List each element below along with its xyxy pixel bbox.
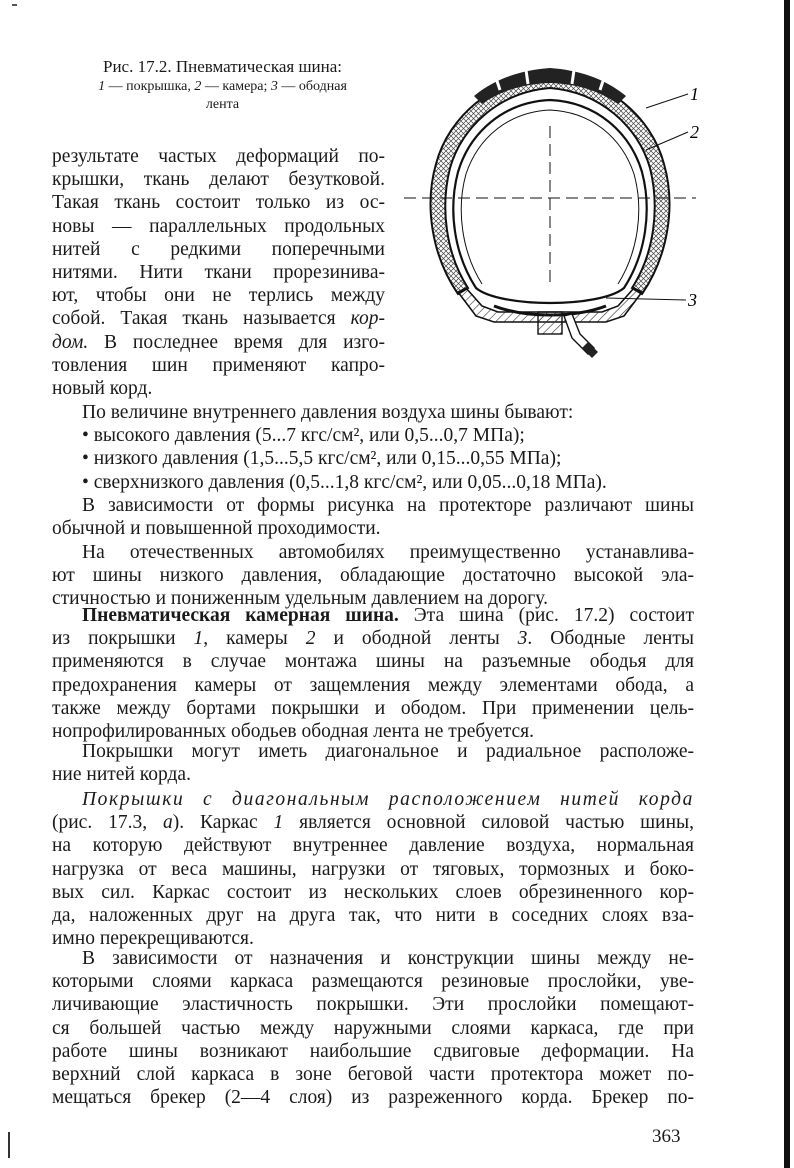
text-line: товления шин применяют капро- bbox=[52, 354, 385, 376]
list-item-high: • высокого давления (5...7 кгс/см², или 0,5...0,7 МПа); bbox=[82, 425, 525, 447]
list-item-low: • низкого давления (1,5...5,5 кгс/см², или 0,15...0,55 МПа); bbox=[82, 448, 562, 470]
text-line: Покрышки могут иметь диагональное и радиальное расположе- bbox=[82, 741, 694, 762]
valve-base bbox=[538, 312, 562, 334]
text-line: да, наложенных друг на друга так, что нити в соседних слоях вза- bbox=[52, 905, 694, 927]
legend-number: 3 bbox=[270, 79, 278, 94]
text-line: ся большей частью между наружными слоями каркаса, где при bbox=[52, 1017, 694, 1039]
text-line: результате частых деформаций по- bbox=[52, 146, 385, 167]
legend-text: — ободная bbox=[277, 79, 347, 94]
tire-cross-section-figure bbox=[396, 56, 720, 368]
paragraph-domestic bbox=[52, 541, 694, 611]
text-line: на которую действуют внутреннее давление воздуха, нормальная bbox=[52, 835, 694, 857]
text-line: дом. В последнее время для изго- bbox=[52, 331, 385, 353]
text-line: нопрофилированных ободьев ободная лента не требуется. bbox=[52, 721, 535, 743]
text-line: верхний слой каркаса в зоне беговой части протектора может по- bbox=[52, 1064, 694, 1086]
legend-number: 2 bbox=[194, 79, 202, 94]
caption-legend-line2: лента bbox=[205, 97, 240, 112]
text-line: из покрышки 1, камеры 2 и ободной ленты 3. Ободные ленты bbox=[52, 628, 694, 650]
caption-title: Рис. 17.2. Пневматическая шина: bbox=[102, 57, 342, 76]
text-line: новый корд. bbox=[52, 378, 153, 400]
text-line bbox=[52, 788, 694, 811]
paragraph-tube-tire bbox=[52, 604, 694, 743]
text-line: мещаться брекер (2—4 слоя) из разреженного корда. Брекер по- bbox=[52, 1087, 694, 1109]
text-line: ют, чтобы они не терлись между bbox=[52, 285, 385, 307]
pressure-list bbox=[52, 401, 694, 494]
figure-caption bbox=[60, 56, 385, 114]
caption-legend bbox=[60, 78, 385, 96]
text-line: стичностью и пониженным удельным давлением на дорогу. bbox=[52, 588, 548, 610]
term-kord: дом. bbox=[52, 331, 89, 353]
text-line: применяются в случае монтажа шины на разъемные ободья для bbox=[52, 651, 694, 673]
text-line: В зависимости от назначения и конструкции шины между не- bbox=[82, 948, 694, 969]
text-line: На отечественных автомобилях преимущественно устанавлива- bbox=[82, 542, 694, 563]
scan-edge bbox=[784, 0, 790, 1168]
text-line: нитей с редкими поперечными bbox=[52, 238, 385, 260]
text-line: также между бортами покрышки и ободом. При применении цель- bbox=[52, 697, 694, 719]
figure-label-3: 3 bbox=[688, 290, 697, 310]
text-line: ют шины низкого давления, обладающие достаточно высокой эла- bbox=[52, 565, 694, 587]
legend-text: — камера; bbox=[201, 79, 271, 94]
text-line: Пневматическая камерная шина. Эта шина (рис. 17.2) состоит bbox=[82, 605, 694, 626]
paragraph-tread bbox=[52, 494, 694, 540]
list-intro: По величине внутреннего давления воздуха шины бывают: bbox=[82, 402, 574, 423]
text-line: которыми слоями каркаса размещаются резиновые прослойки, уве- bbox=[52, 971, 694, 993]
text-line: новы — параллельных продольных bbox=[52, 215, 385, 237]
paragraph-diagonal bbox=[52, 788, 694, 950]
text-line: вых сил. Каркас состоит из нескольких слоев обрезиненного кор- bbox=[52, 881, 694, 903]
text-line: имно перекрещиваются. bbox=[52, 928, 254, 950]
page-number: 363 bbox=[652, 1126, 681, 1147]
text-line: работе шины возникают наибольшие сдвиговые деформации. На bbox=[52, 1040, 694, 1062]
text-line: нитями. Нити ткани прорезинива- bbox=[52, 262, 385, 284]
figure-label-1: 1 bbox=[690, 84, 699, 104]
text-line: собой. Такая ткань называется кор- bbox=[52, 308, 385, 330]
legend-number: 1 bbox=[98, 79, 106, 94]
text-line: предохранения камеры от защемления между элементами обода, а bbox=[52, 674, 694, 696]
text-line: крышки, ткань делают безутковой. bbox=[52, 169, 385, 191]
text-line: нагрузка от веса машины, нагрузки от тяговых, тормозных и боко- bbox=[52, 858, 694, 880]
paragraph-cord-layout bbox=[52, 740, 694, 786]
section-heading: Пневматическая камерная шина. bbox=[82, 605, 399, 626]
text-line: обычной и повышенной проходимости. bbox=[52, 518, 381, 540]
scan-mark bbox=[8, 1132, 10, 1158]
term-kord: кор- bbox=[350, 308, 385, 330]
text-line: В зависимости от формы рисунка на протекторе различают шины bbox=[82, 495, 694, 516]
text-line: личивающие эластичность покрышки. Эти прослойки помещают- bbox=[52, 994, 694, 1016]
paragraph-wrapped bbox=[52, 145, 385, 400]
text-line: Такая ткань состоит только из ос- bbox=[52, 192, 385, 214]
list-item-ultra: • сверхнизкого давления (0,5...1,8 кгс/см², или 0,05...0,18 МПа). bbox=[82, 471, 607, 493]
legend-text: — покрышка, bbox=[105, 79, 195, 94]
section-heading: Покрышки с диагональным расположением нитей корда bbox=[82, 789, 694, 810]
paragraph-layers bbox=[52, 947, 694, 1109]
scan-mark bbox=[12, 4, 17, 6]
figure-label-2: 2 bbox=[690, 122, 699, 142]
text-line: (рис. 17.3, а). Каркас 1 является основной силовой частью шины, bbox=[52, 812, 694, 834]
text-line: ние нитей корда. bbox=[52, 764, 191, 786]
